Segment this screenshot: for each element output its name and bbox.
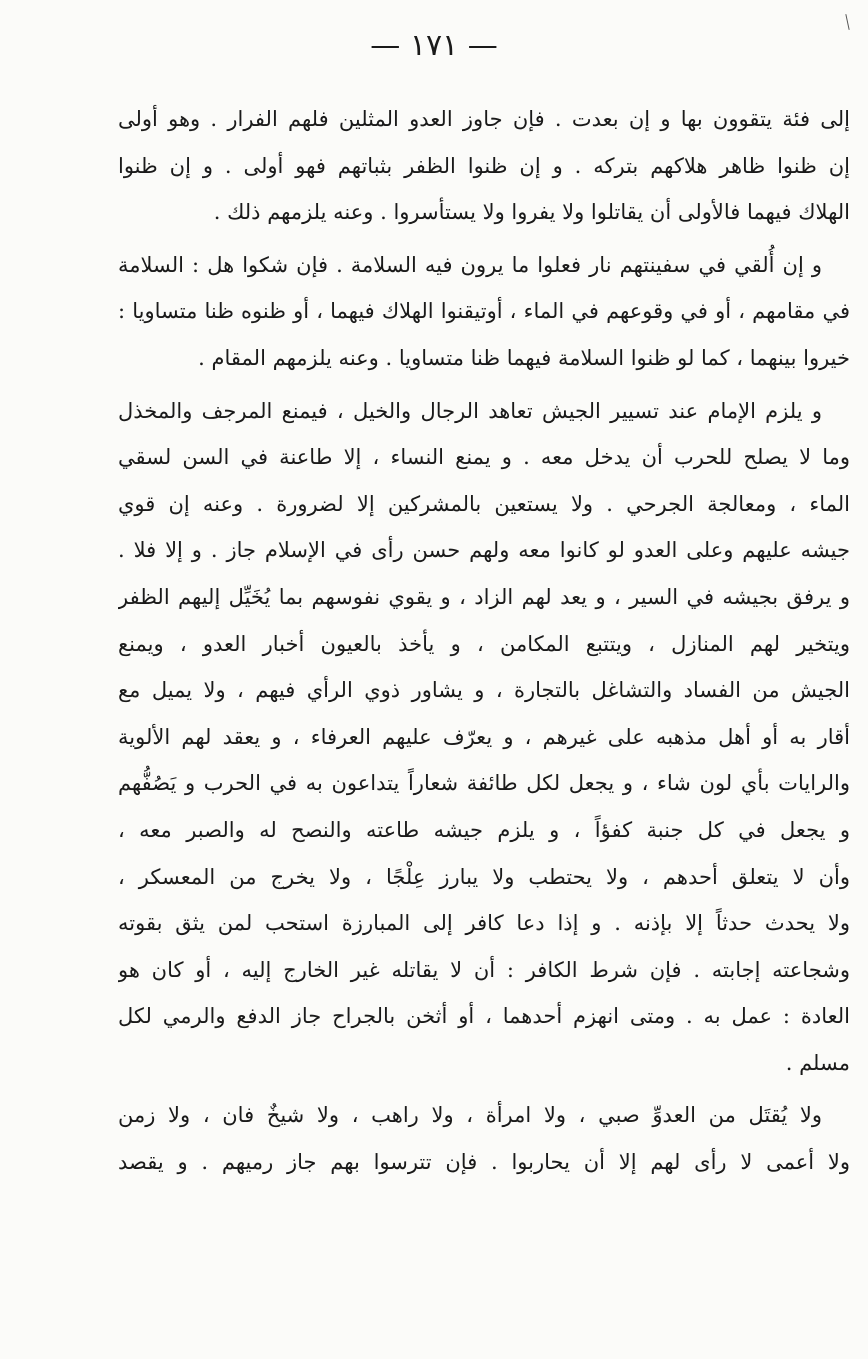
paragraph-4 [118,1092,850,1185]
text-line: مسلم . [785,1050,850,1075]
text-line: ولا أعمى لا رأى لهم إلا أن يحاربوا . فإن تترسوا بهم جاز رميهم . و يقصد [118,1150,850,1175]
text-line: الماء ، ومعالجة الجرحي . ولا يستعين بالمشركين إلا لضرورة . وعنه إن قوي [118,491,850,516]
text-line: ولا يُقتَل من العدوِّ صبي ، ولا امرأة ، ولا راهب ، ولا شيخٌ فان ، ولا زمن [118,1103,822,1128]
text-line: خيروا بينهما ، كما لو ظنوا السلامة فيهما ظنا متساويا . وعنه يلزمهم المقام . [198,345,850,370]
text-line: ويتخير لهم المنازل ، ويتتبع المكامن ، و يأخذ بالعيون أخبار العدو ، ويمنع [118,631,850,656]
text-line: وشجاعته إجابته . فإن شرط الكافر : أن لا يقاتله غير الخارج إليه ، أو كان هو [118,957,850,982]
text-line: ولا يحدث حدثاً إلا بإذنه . و إذا دعا كافر إلى المبارزة استحب لمن يثق بقوته [118,911,850,936]
page-number: ١٧١ [409,28,459,63]
text-line: وأن لا يتعلق أحدهم ، ولا يحتطب ولا يبارز عِلْجًا ، ولا يخرج من المعسكر ، [118,864,850,889]
text-line: وما لا يصلح للحرب أن يدخل معه . و يمنع النساء ، إلا طاعنة في السن لسقي [118,445,850,470]
text-line: و إن أُلقي في سفينتهم نار فعلوا ما يرون فيه السلامة . فإن شكوا هل : السلامة [118,252,822,277]
text-line: إلى فئة يتقوون بها و إن بعدت . فإن جاوز العدو المثلين فلهم الفرار . وهو أولى [118,107,850,131]
header-dash-right: — [370,28,401,63]
header-dash-left: — [467,28,498,63]
text-line: و يرفق بجيشه في السير ، و يعد لهم الزاد ، و يقوي نفوسهم بما يُخَيِّل إليهم الظفر [118,584,850,609]
paragraph-1 [118,96,850,236]
page-body [118,96,850,1186]
text-line: العادة : عمل به . ومتى انهزم أحدهما ، أو أثخن بالجراح جاز الدفع والرمي لكل [118,1004,850,1029]
text-line: في مقامهم ، أو في وقوعهم في الماء ، أوتيقنوا الهلاك فيهما ، أو ظنوه ظنا متساويا : [118,299,850,324]
text-line: الهلاك فيهما فالأولى أن يقاتلوا ولا يفروا ولا يستأسروا . وعنه يلزمهم ذلك . [213,200,850,225]
text-line: أقار به أو أهل مذهبه على غيرهم ، و يعرّف عليهم العرفاء ، و يعقد لهم الألوية [118,724,850,749]
page-header [0,26,868,66]
text-line: جيشه عليهم وعلى العدو لو كانوا معه ولهم حسن رأى في الإسلام جاز . و إلا فلا . [118,538,850,563]
text-line: الجيش من الفساد والتشاغل بالتجارة ، و يشاور ذوي الرأي فيهم ، ولا يميل مع [118,678,850,703]
paragraph-3 [118,388,850,1087]
text-line: و يلزم الإمام عند تسيير الجيش تعاهد الرجال والخيل ، فيمنع المرجف والمخذل [118,398,822,423]
text-line: والرايات بأي لون شاء ، و يجعل لكل طائفة شعاراً يتداعون به في الحرب و يَصُفُّهم [118,771,850,796]
text-line: و يجعل في كل جنبة كفؤاً ، و يلزم جيشه طاعته والنصح له والصبر معه ، [118,817,850,842]
text-line: إن ظنوا ظاهر هلاكهم بتركه . و إن ظنوا الظفر بثباتهم فهو أولى . و إن ظنوا [118,153,850,178]
paragraph-2 [118,242,850,382]
